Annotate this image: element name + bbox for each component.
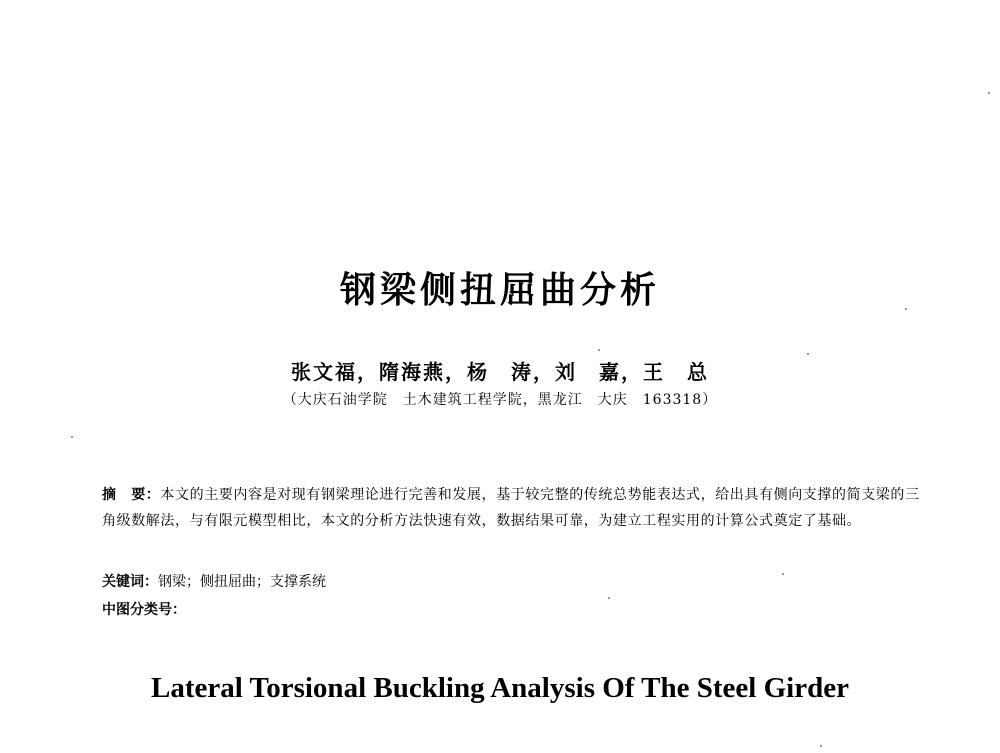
author-list: 张文福，隋海燕，杨 涛，刘 嘉，王 总 — [291, 360, 709, 384]
classification-label: 中图分类号： — [102, 602, 186, 618]
scan-speck — [988, 92, 990, 94]
english-title: Lateral Torsional Buckling Analysis Of The Steel Girder — [151, 672, 849, 704]
scan-speck — [598, 349, 600, 351]
abstract-text: 本文的主要内容是对现有钢梁理论进行完善和发展，基于较完整的传统总势能表达式，给出具有侧向支撑的简支梁的三角级数解法，与有限元模型相比，本文的分析方法快速有效，数据结果可靠，为建立工程实用的计算公式奠定了基础。 — [102, 487, 920, 529]
keywords-text: 钢梁；侧扭屈曲；支撑系统 — [158, 574, 326, 590]
scan-speck — [71, 436, 73, 438]
abstract — [102, 482, 922, 534]
chinese-title: 钢梁侧扭屈曲分析 — [339, 270, 660, 311]
scan-speck — [807, 353, 809, 355]
abstract-label: 摘 要： — [102, 487, 161, 503]
keywords — [102, 571, 326, 591]
scan-speck — [608, 597, 610, 599]
scan-speck — [820, 745, 822, 747]
affiliation: （大庆石油学院 土木建筑工程学院，黑龙江 大庆 163318） — [282, 392, 718, 408]
keywords-label: 关键词： — [102, 574, 158, 590]
scan-speck — [782, 573, 784, 575]
classification-number — [102, 599, 186, 619]
scan-speck — [905, 308, 907, 310]
